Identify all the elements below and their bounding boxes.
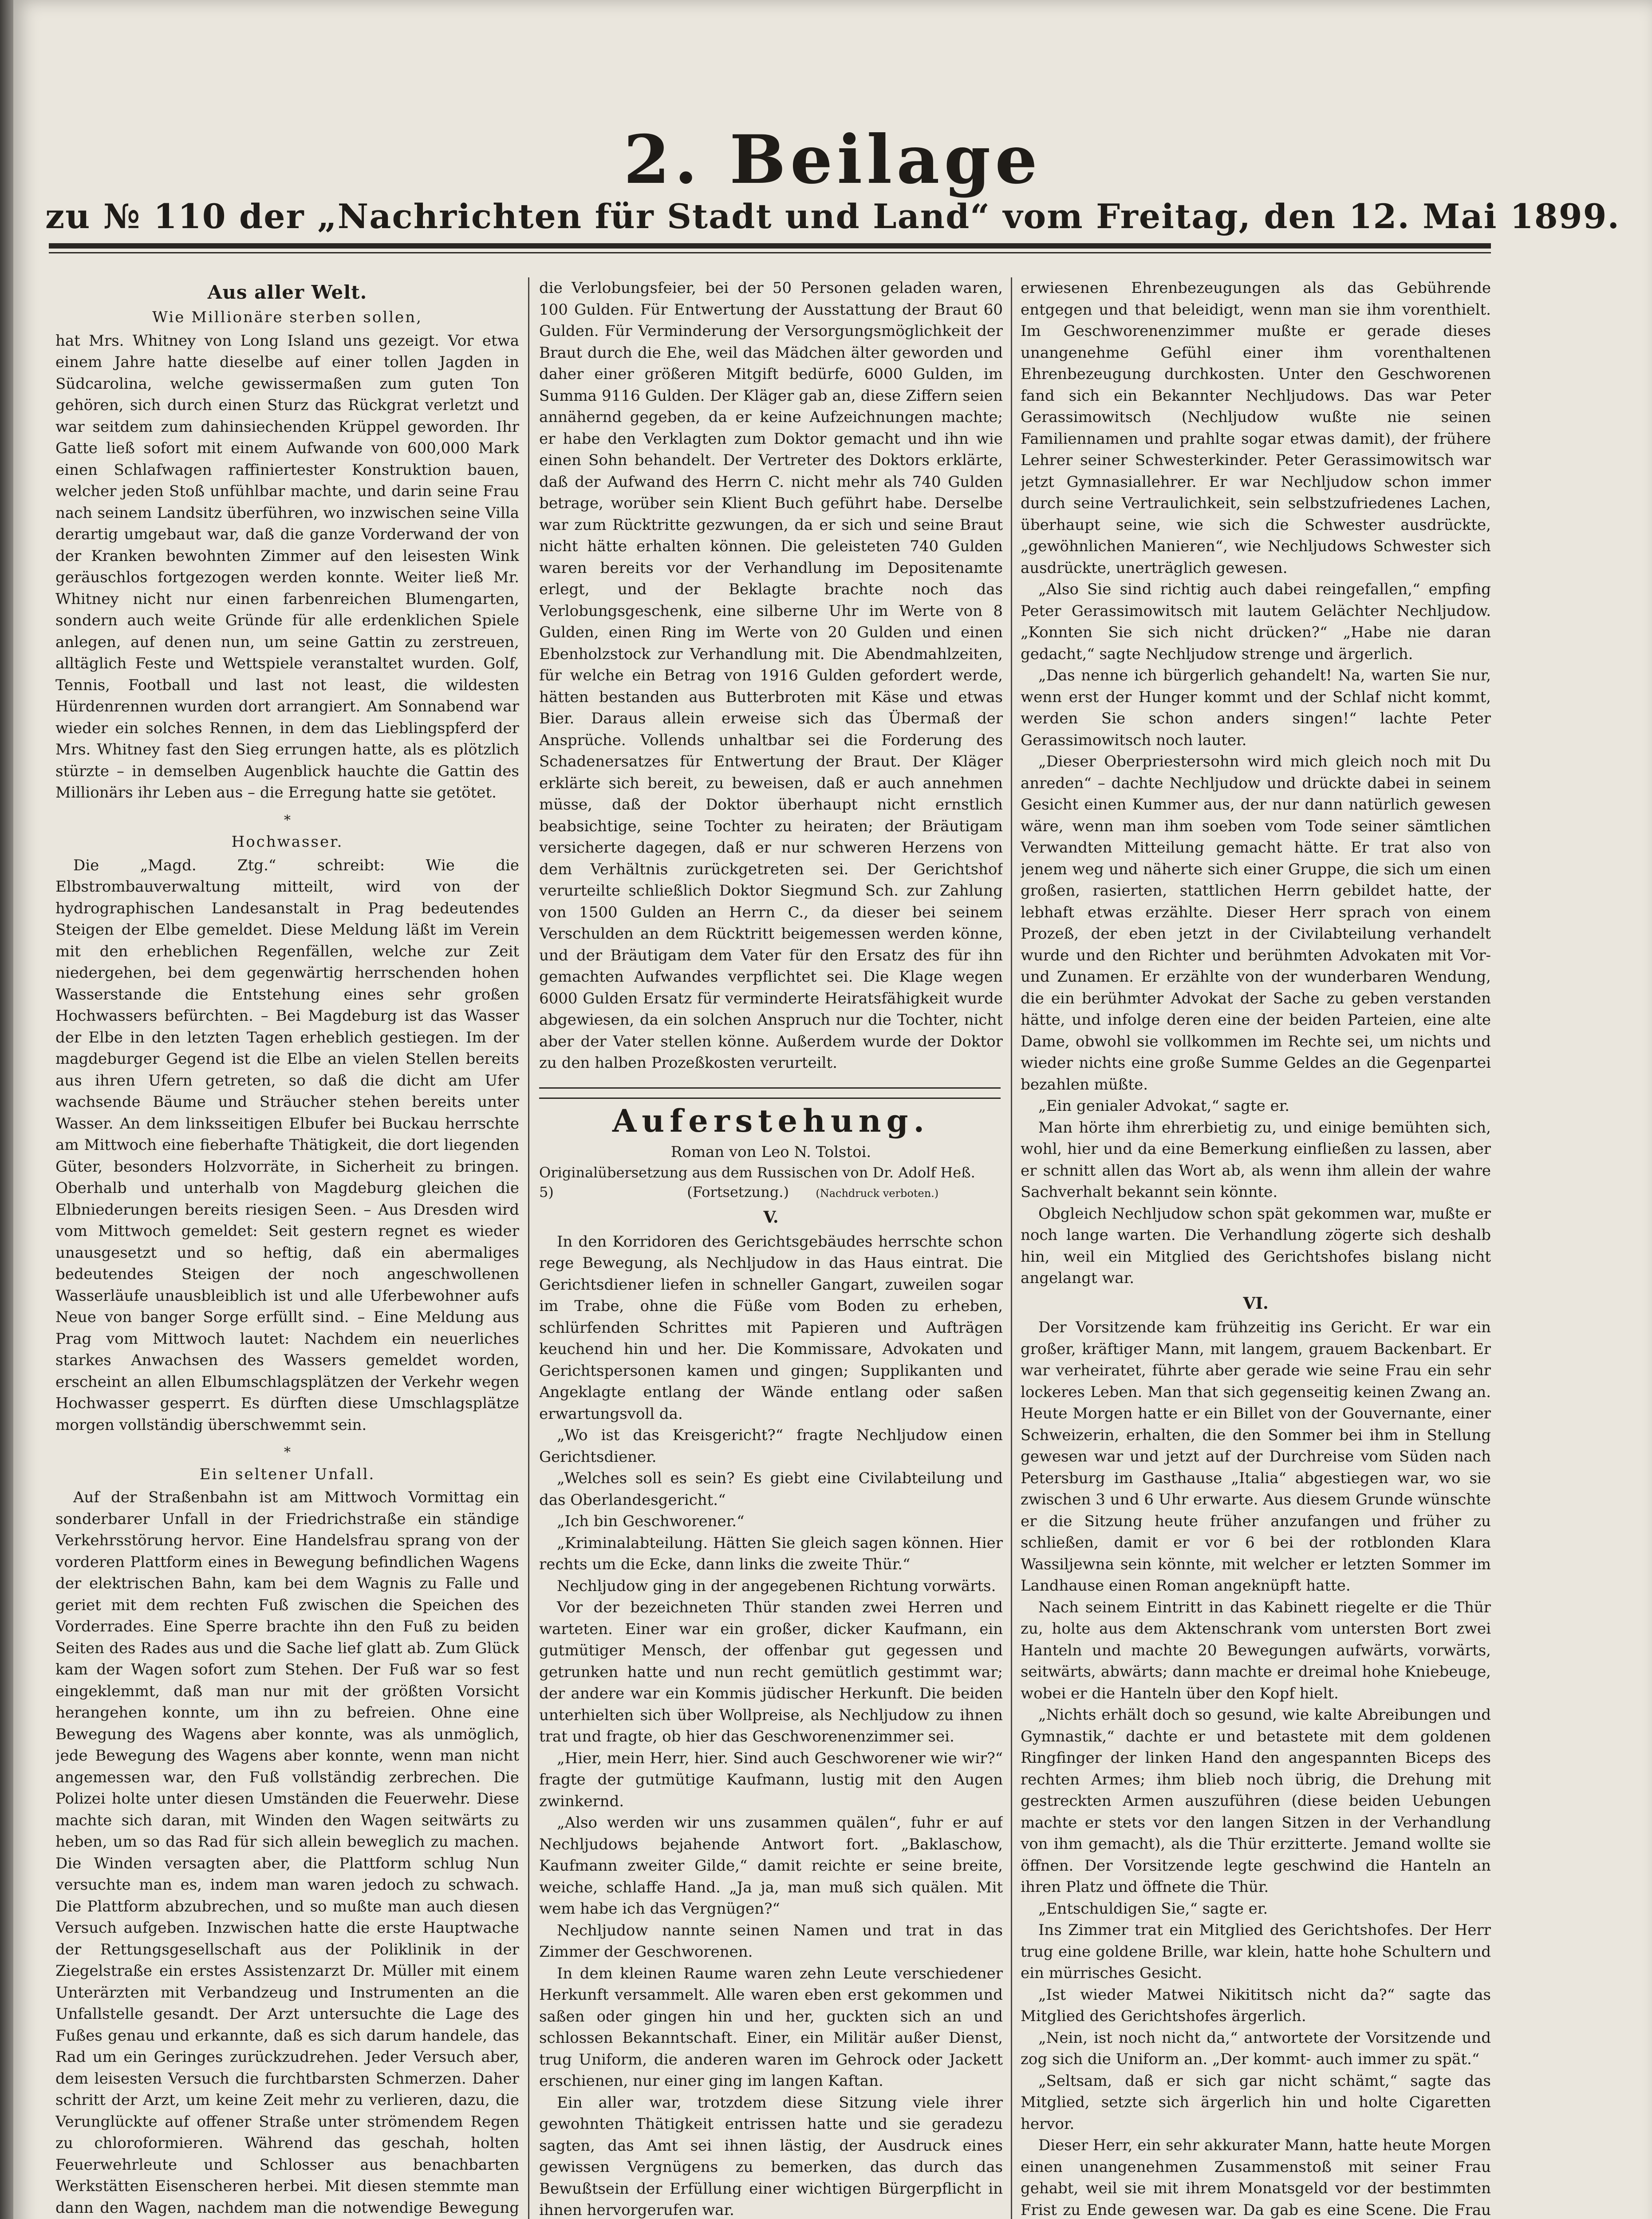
serial-paragraph: „Nichts erhält doch so gesund, wie kalte Abreibungen und Gymnastik,“ dachte er und betastete mit dem goldenen Ringfinger der linken Hand den angespannten Biceps des rechten Armes; ihm blieb noch übrig, die Drehung mit gestreckten Armen auszuführen (diese beiden Uebungen machte er stets vor den langen Sitzen in der Verhandlung von ihm gemacht), als die Thür erzitterte. Jemand wollte sie öffnen. Der Vorsitzende legte geschwind die Hanteln an ihren Platz und öffnete die Thür.: [1021, 1706, 1491, 1896]
article-text-millionaere: hat Mrs. Whitney von Long Island uns gezeigt. Vor etwa einem Jahre hatte dieselbe auf einer tollen Jagden in Südcarolina, welche gewissermaßen zum guten Ton gehören, sich durch einen Sturz das Rückgrat verletzt und war seitdem zum dahinsiechenden Krüppel geworden. Ihr Gatte ließ sofort mit einem Aufwande von 600,000 Mark einen Schlafwagen raffiniertester Konstruktion bauen, welcher jeden Stoß unfühlbar machte, und darin seine Frau nach seinem Landsitz überführen, wo inzwischen seine Villa derartig umgebaut war, daß die ganze Vorderwand der von der Kranken bewohnten Zimmer auf den leisesten Wink geräuschlos fortgezogen werden konnte. Weiter ließ Mr. Whitney nicht nur einen farbenreichen Blumengarten, sondern auch weite Gründe für alle erdenklichen Spiele anlegen, auf denen nun, um seine Gattin zu zerstreuen, alltäglich Feste und Wettspiele veranstaltet wurden. Golf, Tennis, Football und last not least, die wildesten Hürdenrennen wurden dort arrangiert. Am Sonnabend war wieder ein solches Rennen, in dem das Lieblingspferd der Mrs. Whitney fast den Sieg errungen hatte, als es plötzlich stürzte – in demselben Augenblick hauchte die Gattin des Millionärs ihr Leben aus – die Erregung hatte sie getötet.: [55, 332, 519, 802]
chapter-number: V.: [763, 1208, 779, 1227]
serial-meta-line: [539, 1182, 1003, 1203]
separator-star: *: [284, 812, 291, 828]
serial-paragraph: „Das nenne ich bürgerlich gehandelt! Na, warten Sie nur, wenn erst der Hunger kommt und der Schlaf nicht kommt, werden Sie schon anders singen!“ lachte Peter Gerassimowitsch noch lauter.: [1021, 667, 1491, 749]
serial-paragraph: „Dieser Oberpriestersohn wird mich gleich noch mit Du anreden“ – dachte Nechljudow und drückte dabei in seinem Gesicht einen Kummer aus, der nur dann natürlich gewesen wäre, wenn man ihm soeben vom Tode seiner sämtlichen Verwandten Mitteilung gemacht hätte. Er trat also von jenem weg und näherte sich einer Gruppe, die sich um einen großen, rasierten, stattlichen Herrn gebildet hatte, der lebhaft etwas erzählte. Dieser Herr sprach von einem Prozeß, der eben jetzt in der Civilabteilung verhandelt wurde und den Richter und berühmten Advokaten mit Vor- und Zunamen. Er erzählte von der wunderbaren Wendung, die ein berühmter Advokat der Sache zu geben verstanden hätte, und infolge deren eine der beiden Parteien, eine alte Dame, obwohl sie vollkommen im Rechte sei, um nichts und wieder nichts eine große Summe Geldes an die Gegenpartei bezahlen müßte.: [1021, 753, 1491, 1094]
article-text-unfall: Auf der Straßenbahn ist am Mittwoch Vormittag ein sonderbarer Unfall in der Friedrichstraße ein ständige Verkehrsstörung hervor. Eine Handelsfrau sprang von der vorderen Plattform eines in Bewegung befindlichen Wagens der elektrischen Bahn, kam bei dem Wagnis zu Falle und geriet mit dem rechten Fuß zwischen die Speichen des Vorderrades. Eine Sperre brachte ihn den Fuß zu beiden Seiten des Rades aus und die Sache lief glatt ab. Zum Glück kam der Wagen sofort zum Stehen. Der Fuß war so fest eingeklemmt, daß man nur mit der größten Vorsicht herangehen konnte, um ihn zu befreien. Ohne eine Bewegung des Wagens aber konnte, was als unmöglich, jede Bewegung des Wagens aber konnte, wenn man nicht angemessen war, den Fuß vollständig zerbrechen. Die Polizei holte unter diesen Umständen die Feuerwehr. Diese machte sich daran, mit Winden den Wagen seitwärts zu heben, um so das Rad für sich allein beweglich zu machen. Die Winden versagten aber, die Plattform schlug Nun versuchte man es, indem man waren jedoch zu schwach. Die Plattform abzubrechen, und so mußte man auch diesen Versuch aufgeben. Inzwischen hatte die erste Hauptwache der Rettungsgesellschaft aus der Poliklinik in der Ziegelstraße ein erstes Assistenzarzt Dr. Müller mit einem Unterärzten mit Verbandzeug und Instrumenten an die Unfallstelle gesandt. Der Arzt untersuchte die Lage des Fußes genau und erkannte, daß es sich darum handele, das Rad um ein Geringes zurückzudrehen. Jeder Versuch aber, dem leisesten Versuch die furchtbarsten Schmerzen. Daher schritt der Arzt, um keine Zeit mehr zu verlieren, dazu, die Verunglückte auf offener Straße unter strömendem Regen zu chloroformieren. Während das geschah, holten Feuerwehrleute und Schlosser aus benachbarten Werkstätten Eisenscheren herbei. Mit diesen stemmte man dann den Wagen, nachdem man die notwendige Bewegung: [55, 1489, 519, 2217]
serial-paragraph: „Seltsam, daß er sich gar nicht schämt,“ sagte das Mitglied, setzte sich ärgerlich hin und holte Cigaretten hervor.: [1021, 2072, 1491, 2133]
article-title-millionaere: Wie Millionäre sterben sollen,: [152, 308, 422, 326]
serial-paragraph: erwiesenen Ehrenbezeugungen als das Gebührende entgegen und that beleidigt, wenn man sie ihm vorenthielt. Im Geschworenenzimmer mußte er gerade dieses unangenehme Gefühl einer ihm vorenthaltenen Ehrenbezeugung durchkosten. Unter den Geschworenen fand sich ein Bekannter Nechljudows. Das war Peter Gerassimowitsch (Nechljudow wußte nie seinen Familiennamen und prahlte sogar etwas damit), der frühere Lehrer seiner Schwesterkinder. Peter Gerassimowitsch war jetzt Gymnasiallehrer. Er war Nechljudow schon immer durch seine Vertraulichkeit, sein selbstzufriedenes Lachen, überhaupt seine, wie sich die Schwester ausdrückte, „gewöhnlichen Manieren“, wie Nechljudows Schwester sich ausdrückte, unerträglich gewesen.: [1021, 279, 1491, 577]
serial-paragraph: „Ein genialer Advokat,“ sagte er.: [1038, 1097, 1290, 1115]
header-rule-thin: [49, 252, 1491, 253]
section-heading: Aus aller Welt.: [207, 281, 367, 303]
serial-continuation: (Fortsetzung.): [687, 1184, 789, 1200]
serial-paragraph: Man hörte ihm ehrerbietig zu, und einige bemühten sich, wohl, hier und da eine Bemerkung einfließen zu lassen, aber er schnitt allen das Wort ab, als wenn ihm allein der wahre Sachverhalt bekannt sein könnte.: [1021, 1118, 1491, 1201]
serial-paragraph: „Ich bin Geschworener.“: [557, 1512, 745, 1530]
serial-paragraph: „Hier, mein Herr, hier. Sind auch Geschworener wie wir?“ fragte der gutmütige Kaufmann, lustig mit den Augen zwinkernd.: [539, 1749, 1003, 1810]
serial-title: Auferstehung.: [612, 1102, 930, 1139]
serial-paragraph: In dem kleinen Raume waren zehn Leute verschiedener Herkunft versammelt. Alle waren eben erst gekommen und saßen oder gingen hin und her, guckten sich an und schlossen Bekanntschaft. Einer, ein Militär außer Dienst, trug Uniform, die anderen waren im Gehrock oder Jackett erschienen, nur einer ging im langen Kaftan.: [539, 1964, 1003, 2090]
header-rule-thick: [49, 243, 1491, 249]
supplement-title: 2. Beilage: [623, 121, 1042, 199]
article-text-braut-continued: die Verlobungsfeier, bei der 50 Personen geladen waren, 100 Gulden. Für Entwertung der Ausstattung der Braut 60 Gulden. Für Verminderung der Versorgungsmöglichkeit der Braut durch die Ehe, weil das Mädchen älter geworden und daher einer größeren Mitgift bedürfe, 6000 Gulden, im Summa 9116 Gulden. Der Kläger gab an, diese Ziffern seien annähernd gegeben, da er keine Aufzeichnungen machte; er habe den Verklagten zum Doktor gemacht und ihn wie einen Sohn behandelt. Der Vertreter des Doktors erklärte, daß der Aufwand des Herrn C. nicht mehr als 740 Gulden betrage, worüber sein Klient Buch geführt habe. Derselbe war zum Rücktritte gezwungen, da er sich und seine Braut nicht hätte erhalten können. Die geleisteten 740 Gulden waren bereits vor der Verhandlung im Depositenamte erlegt, und der Beklagte brachte noch das Verlobungsgeschenk, eine silberne Uhr im Werte von 8 Gulden, einen Ring im Werte von 20 Gulden und einen Ebenholzstock zur Verhandlung mit. Die Abendmahlzeiten, für welche ein Betrag von 1916 Gulden gefordert werde, hätten bestanden aus Butterbroten mit Käse und etwas Bier. Daraus allein erweise sich das Übermaß der Ansprüche. Vollends unhaltbar sei die Forderung des Schadenersatzes für Entwertung der Braut. Der Kläger erklärte sich bereit, zu beweisen, daß er auch annehmen müsse, daß der Doktor überhaupt nicht ernstlich beabsichtige, seine Tochter zu heiraten; der Bräutigam versicherte dagegen, daß er nur schweren Herzens von dem Verhältnis zurückgetreten sei. Der Gerichtshof verurteilte schließlich Doktor Siegmund Sch. zur Zahlung von 1500 Gulden an Herrn C., da dieser bei seinem Verschulden an dem Rücktritt beigemessen werden könne, und der Bräutigam dem Vater für den Ersatz des für ihn gemachten Aufwandes verpflichtet sei. Die Klage wegen 6000 Gulden Ersatz für verminderte Heiratsfähigkeit wurde abgewiesen, da ein solchen Anspruch nur die Tochter, nicht aber der Vater stellen könne. Außerdem wurde der Doktor zu den halben Prozeßkosten verurteilt.: [539, 279, 1003, 1072]
serial-paragraph: Der Vorsitzende kam frühzeitig ins Gericht. Er war ein großer, kräftiger Mann, mit langem, grauem Backenbart. Er war verheiratet, führte aber gerade wie seine Frau ein sehr lockeres Leben. Man that sich gegenseitig keinen Zwang an. Heute Morgen hatte er ein Billet von der Gouvernante, einer Schweizerin, erhalten, die den Sommer bei ihm in Stellung gewesen war und jetzt auf der Durchreise vom Süden nach Petersburg im Gasthause „Italia“ abgestiegen war, wo sie zwischen 3 und 6 Uhr erwarte. Aus diesem Grunde wünschte er die Sitzung heute früher anzufangen und früher zu schließen, damit er vor 6 bei der rotblonden Klara Wassiljewna sein könnte, mit welcher er letzten Sommer im Landhause einen Roman angeknüpft hatte.: [1021, 1319, 1491, 1595]
supplement-subtitle: zu № 110 der „Nachrichten für Stadt und Land“ vom Freitag, den 12. Mai 1899.: [45, 197, 1620, 236]
serial-paragraph: Nechljudow ging in der angegebenen Richtung vorwärts.: [557, 1577, 996, 1595]
chapter-number: VI.: [1243, 1294, 1269, 1313]
article-text-hochwasser: Die „Magd. Ztg.“ schreibt: Wie die Elbstrombauverwaltung mitteilt, wird von der hydrographischen Landesanstalt in Prag bedeutendes Steigen der Elbe gemeldet. Diese Meldung läßt im Verein mit den erheblichen Regenfällen, welche zur Zeit niedergehen, bei dem gegenwärtig herrschenden hohen Wasserstande die Entstehung eines sehr großen Hochwassers befürchten. – Bei Magdeburg ist das Wasser der Elbe in den letzten Tagen erheblich gestiegen. Im der magdeburger Gegend ist die Elbe an vielen Stellen bereits aus ihren Ufern getreten, so daß die dicht am Ufer wachsende Bäume und Sträucher stehen bereits unter Wasser. An dem linksseitigen Elbufer bei Buckau herrschte am Mittwoch eine fieberhafte Thätigkeit, die dort liegenden Güter, besonders Holzvorräte, in Sicherheit zu bringen. Oberhalb und unterhalb von Magdeburg gleichen die Elbniederungen bereits riesigen Seen. – Aus Dresden wird vom Mittwoch gemeldet: Seit gestern regnet es wieder unausgesetzt und so heftig, daß ein abermaliges bedeutendes Steigen der noch angeschwollenen Wasserläufe unausbleiblich ist und alle Uferbewohner aufs Neue von banger Sorge erfüllt sind. – Eine Meldung aus Prag vom Mittwoch lautet: Nachdem ein neuerliches starkes Anwachsen des Wassers gemeldet worden, erscheint an allen Elbumschlagsplätzen der Verkehr wegen Hochwasser gesperrt. Es dürften diese Umschlagsplätze morgen vollständig überschwemmt sein.: [55, 856, 519, 1434]
serial-paragraph: „Welches soll es sein? Es giebt eine Civilabteilung und das Oberlandesgericht.“: [539, 1469, 1003, 1509]
column-divider-1: [528, 277, 529, 2219]
serial-paragraph: Dieser Herr, ein sehr akkurater Mann, hatte heute Morgen einen unangenehmen Zusammenstoß mit seiner Frau gehabt, weil sie mit ihrem Monatsgeld vor der bestimmten Frist zu Ende gewesen war. Da gab es eine Scene. Die Frau: [1021, 2136, 1491, 2219]
serial-paragraph: „Wo ist das Kreisgericht?“ fragte Nechljudow einen Gerichtsdiener.: [539, 1426, 1003, 1466]
serial-paragraph: „Nein, ist noch nicht da,“ antwortete der Vorsitzende und zog sich die Uniform an. „Der kommt- auch immer zu spät.“: [1021, 2029, 1491, 2068]
article-title-hochwasser: Hochwasser.: [231, 833, 343, 851]
serial-paragraph: Ein aller war, trotzdem diese Sitzung viele ihrer gewohnten Thätigkeit entrissen hatte und sie geradezu sagten, das Amt sei ihnen lästig, der Ausdruck eines gewissen Vergnügens zu bemerken, das durch das Bewußtsein der Erfüllung einer wichtigen Bürgerpflicht in ihnen hervorgerufen war.: [539, 2093, 1003, 2219]
article-title-unfall: Ein seltener Unfall.: [199, 1465, 375, 1483]
serial-rights: (Nachdruck verboten.): [816, 1187, 939, 1200]
serial-number: 5): [539, 1184, 554, 1200]
serial-paragraph: Vor der bezeichneten Thür standen zwei Herren und warteten. Einer war ein großer, dicker Kaufmann, ein gutmütiger Mensch, der offenbar gut gegessen und getrunken hatte und nun recht gemütlich gestimmt war; der andere war ein Kommis jüdischer Herkunft. Die beiden unterhielten sich über Wollpreise, als Nechljudow zu ihnen trat und fragte, ob hier das Geschworenenzimmer sei.: [539, 1599, 1003, 1745]
serial-translation: Originalübersetzung aus dem Russischen von Dr. Adolf Heß.: [539, 1164, 975, 1181]
serial-paragraph: „Entschuldigen Sie,“ sagte er.: [1038, 1899, 1268, 1918]
serial-paragraph: „Also Sie sind richtig auch dabei reingefallen,“ empfing Peter Gerassimowitsch mit lautem Gelächter Nechljudow. „Konnten Sie sich nicht drücken?“ „Habe nie daran gedacht,“ sagte Nechljudow strenge und ärgerlich.: [1021, 580, 1491, 663]
serial-paragraph: In den Korridoren des Gerichtsgebäudes herrschte schon rege Bewegung, als Nechljudow in das Haus eintrat. Die Gerichtsdiener liefen in schneller Gangart, zuweilen sogar im Trabe, ohne die Füße vom Boden zu erheben, schlürfenden Schrittes mit Papieren und Aufträgen keuchend hin und her. Die Kommissare, Advokaten und Gerichtspersonen kamen und gingen; Supplikanten und Angeklagte entlang der Wände entlang oder saßen erwartungsvoll da.: [539, 1232, 1003, 1423]
serial-paragraph: „Kriminalabteilung. Hätten Sie gleich sagen können. Hier rechts um die Ecke, dann links die zweite Thür.“: [539, 1534, 1003, 1573]
serial-rule-top: [539, 1087, 1001, 1089]
serial-paragraph: Ins Zimmer trat ein Mitglied des Gerichtshofes. Der Herr trug eine goldene Brille, war klein, hatte hohe Schultern und ein mürrisches Gesicht.: [1021, 1921, 1491, 1982]
serial-paragraph: Nach seinem Eintritt in das Kabinett riegelte er die Thür zu, holte aus dem Aktenschrank vom untersten Bort zwei Hanteln und machte 20 Bewegungen aufwärts, vorwärts, seitwärts, abwärts; dann machte er dreimal hohe Kniebeuge, wobei er die Hanteln über den Kopf hielt.: [1021, 1598, 1491, 1702]
serial-author: Roman von Leo N. Tolstoi.: [670, 1143, 871, 1161]
column-3: [1021, 277, 1491, 2219]
serial-paragraph: „Ist wieder Matwei Nikititsch nicht da?“ sagte das Mitglied des Gerichtshofes ärgerlich.: [1021, 1986, 1491, 2025]
serial-rule-top-2: [539, 1098, 1001, 1099]
column-divider-2: [1011, 277, 1012, 2219]
serial-paragraph: „Also werden wir uns zusammen quälen“, fuhr er auf Nechljudows bejahende Antwort fort. „Baklaschow, Kaufmann zweiter Gilde,“ damit reichte er seine breite, weiche, schlaffe Hand. „Ja ja, man muß sich quälen. Mit wem habe ich das Vergnügen?“: [539, 1814, 1003, 1918]
separator-star: *: [284, 1445, 291, 1460]
column-2: [539, 277, 1003, 2219]
serial-paragraph: Obgleich Nechljudow schon spät gekommen war, mußte er noch lange warten. Die Verhandlung zögerte sich deshalb hin, weil ein Mitglied des Gerichtshofes bislang nicht angelangt war.: [1021, 1204, 1491, 1287]
page-edge-shadow: [0, 0, 13, 2219]
serial-paragraph: Nechljudow nannte seinen Namen und trat in das Zimmer der Geschworenen.: [539, 1921, 1003, 1961]
newspaper-page: [13, 0, 1652, 2219]
column-1: [55, 277, 519, 2219]
